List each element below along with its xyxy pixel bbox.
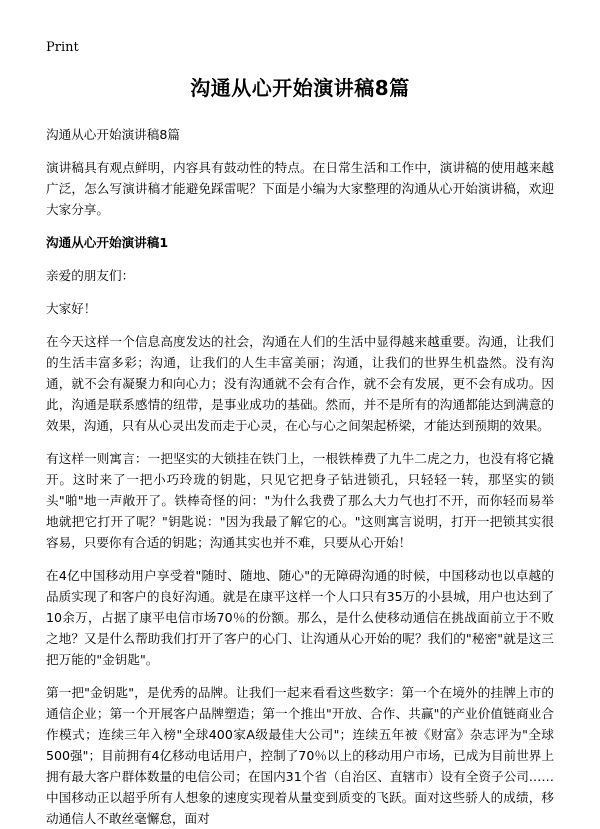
print-button[interactable]: Print	[46, 40, 79, 55]
paragraph-body-3: 在4亿中国移动用户享受着"随时、随地、随心"的无障碍沟通的时候，中国移动也以卓越的品质实现了和客户的良好沟通。就是在康平这样一个人口只有35万的小县城，用户也达到了10余万，占据了康平电信市场70％的份额。那么，是什么使移动通信在挑战面前立于不败之地？又是什么帮助我们打开了客户的心门、让沟通从心开始的呢？我们的"秘密"就是这三把万能的"金钥匙"。	[46, 568, 554, 667]
page-title: 沟通从心开始演讲稿8篇	[190, 76, 410, 100]
paragraph-body-1: 在今天这样一个信息高度发达的社会，沟通在人们的生活中显得越来越重要。沟通，让我们的生活丰富多彩；沟通，让我们的人生丰富美丽；沟通，让我们的世界生机盎然。没有沟通，就不会有凝聚力和向心力；没有沟通就不会有合作，就不会有发展，更不会有成功。因此，沟通是联系感情的纽带，是事业成功的基础。然而，并不是所有的沟通都能达到满意的效果，沟通，只有从心灵出发而走于心灵，在心与心之间架起桥梁，才能达到预期的效果。	[46, 334, 554, 433]
paragraph-intro-body: 演讲稿具有观点鲜明，内容具有鼓动性的特点。在日常生活和工作中，演讲稿的使用越来越广泛，怎么写演讲稿才能避免踩雷呢？下面是小编为大家整理的沟通从心开始演讲稿，欢迎大家分享。	[46, 160, 554, 217]
paragraph-intro-title: 沟通从心开始演讲稿8篇	[46, 127, 180, 142]
paragraph-greeting: 大家好！	[46, 301, 97, 316]
paragraph-body-2: 有这样一则寓言：一把坚实的大锁挂在铁门上，一根铁棒费了九牛二虎之力，也没有将它撬开。这时来了一把小巧玲珑的钥匙，只见它把身子钻进锁孔，只轻轻一转，那坚实的锁头"啪"地一声敞开了。铁棒奇怪的问："为什么我费了那么大力气也打不开，而你轻而易举地就把它打开了呢？"钥匙说："因为我最了解它的心。"这则寓言说明，打开一把锁其实很容易，只要你有合适的钥匙；沟通其实也并不难，只要从心开始！	[46, 451, 554, 550]
paragraph-body-4: 第一把"金钥匙"，是优秀的品牌。让我们一起来看看这些数字：第一个在境外的挂牌上市的通信企业；第一个开展客户品牌塑造；第一个推出"开放、合作、共赢"的产业价值链商业合作模式；连续三年入榜"全球400家A级最佳大公司"；连续五年被《财富》杂志评为"全球500强"；目前拥有4亿移动电话用户，控制了70％以上的移动用户市场，已成为目前世界上拥有最大客户群体数量的电信公司；在国内31个省（自治区、直辖市）设有全资子公司……中国移动正以超乎所有人想象的速度实现着从量变到质变的飞跃。面对这些骄人的成绩，移动通信人不敢丝毫懈怠，面对	[46, 685, 554, 826]
section-heading-1: 沟通从心开始演讲稿1	[46, 235, 169, 250]
paragraph-salutation: 亲爱的朋友们：	[46, 268, 135, 283]
